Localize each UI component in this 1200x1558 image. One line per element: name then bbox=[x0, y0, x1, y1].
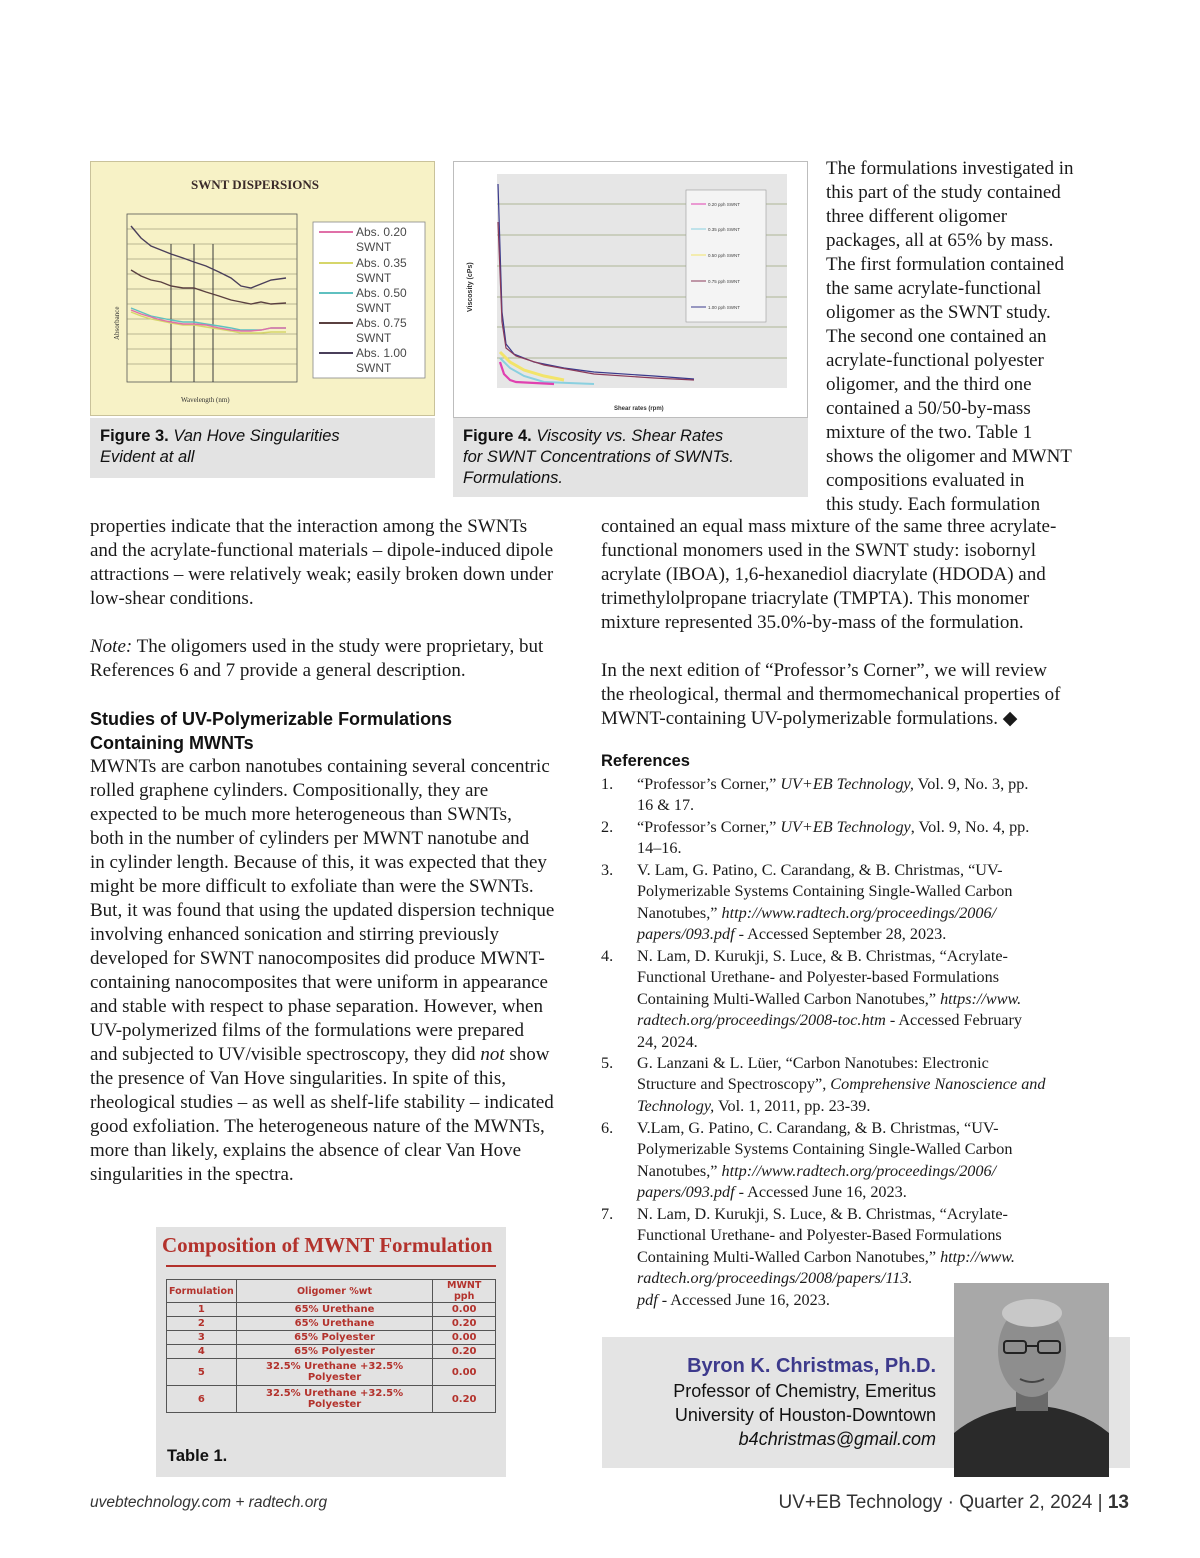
left-paragraph-mwnts-tail-line: good exfoliation. The heterogeneous nature of the MWNTs, bbox=[90, 1116, 545, 1137]
section-heading bbox=[90, 707, 590, 755]
reference-line bbox=[637, 967, 1097, 988]
reference-segment: - Accessed June 16, 2023. bbox=[657, 1290, 830, 1309]
reference-segment: Nanotubes,” bbox=[637, 1161, 722, 1180]
reference-line bbox=[637, 838, 1097, 859]
right-top-paragraph-line: The formulations investigated in bbox=[826, 158, 1074, 179]
note-line1: The oligomers used in the study were proprietary, but bbox=[132, 636, 544, 657]
section-heading-line1: Studies of UV-Polymerizable Formulations bbox=[90, 709, 453, 729]
reference-number: 6. bbox=[601, 1119, 614, 1137]
not-line-em: not bbox=[480, 1044, 505, 1065]
table-cell-mwnt: 0.00 bbox=[433, 1303, 496, 1317]
reference-italic: radtech.org/proceedings/2008/papers/113. bbox=[637, 1269, 913, 1288]
reference-text bbox=[637, 1118, 1097, 1204]
reference-line bbox=[637, 1161, 1097, 1182]
right-top-paragraph-line: oligomer, and the third one bbox=[826, 374, 1032, 395]
reference-number: 5. bbox=[601, 1054, 614, 1072]
figure-4-chart bbox=[453, 161, 808, 418]
right-top-paragraph-line: shows the oligomer and MWNT bbox=[826, 446, 1072, 467]
right-top-paragraph-line: mixture of the two. Table 1 bbox=[826, 422, 1033, 443]
reference-segment: Vol. 9, No. 3, pp. bbox=[913, 775, 1029, 793]
table-header-mwnt: MWNT pph bbox=[433, 1280, 496, 1303]
reference-segment: V.Lam, G. Patino, C. Carandang, & B. Christmas, “UV- bbox=[637, 1119, 999, 1137]
reference-text bbox=[637, 817, 1097, 860]
table-cell-oligomer: 32.5% Urethane +32.5% Polyester bbox=[236, 1386, 433, 1413]
reference-segment: - Accessed September 28, 2023. bbox=[734, 925, 947, 944]
right-top-paragraph-line: the same acrylate-functional bbox=[826, 278, 1042, 299]
author-photo-svg bbox=[954, 1283, 1109, 1477]
left-paragraph-mwnts-line: expected to be much more heterogeneous than SWNTs, bbox=[90, 804, 512, 825]
reference-italic: pdf bbox=[637, 1290, 658, 1309]
table-cell-formulation: 4 bbox=[167, 1345, 237, 1359]
reference-italic: UV+EB Technology bbox=[780, 818, 911, 836]
left-paragraph-mwnts-tail-line: the presence of Van Hove singularities. In spite of this, bbox=[90, 1068, 506, 1089]
reference-segment: 14–16. bbox=[637, 839, 682, 858]
reference-segment: , Vol. 9, No. 4, pp. bbox=[910, 818, 1030, 836]
figure-3-plot-area bbox=[127, 214, 297, 382]
reference-line bbox=[637, 1182, 1097, 1203]
figure-4-legend-1: 0.20 pph SWNT bbox=[708, 202, 741, 207]
figure-3-caption-line2: Evident at all bbox=[100, 448, 195, 466]
table-cell-formulation: 2 bbox=[167, 1317, 237, 1331]
reference-line bbox=[637, 989, 1097, 1010]
table-cell-formulation: 3 bbox=[167, 1331, 237, 1345]
reference-italic: radtech.org/proceedings/2008-toc.htm bbox=[637, 1011, 886, 1030]
right-paragraph-monomers-line: trimethylolpropane triacrylate (TMPTA). This monomer bbox=[601, 588, 1030, 609]
figure-4-caption bbox=[463, 426, 803, 489]
reference-segment: G. Lanzani & L. Lüer, “Carbon Nanotubes: Electronic bbox=[637, 1054, 989, 1072]
left-paragraph-mwnts-tail bbox=[90, 1067, 590, 1187]
footer-page-number: 13 bbox=[1107, 1492, 1129, 1513]
left-paragraph-properties-line: and the acrylate-functional materials – dipole-induced dipole bbox=[90, 540, 554, 561]
reference-line bbox=[637, 1032, 1097, 1053]
right-paragraph-monomers-line: contained an equal mass mixture of the same three acrylate- bbox=[601, 516, 1057, 537]
reference-text bbox=[637, 1053, 1097, 1117]
figure-3-legend-1: Abs. 0.20 bbox=[356, 225, 407, 239]
left-paragraph-mwnts-line: developed for SWNT nanocomposites did produce MWNT- bbox=[90, 948, 545, 969]
reference-italic: http://www.radtech.org/proceedings/2006/ bbox=[721, 903, 997, 922]
reference-line bbox=[637, 1118, 1097, 1139]
reference-line bbox=[637, 1139, 1097, 1160]
reference-line bbox=[637, 795, 1097, 816]
reference-segment: Functional Urethane- and Polyester-Based Formulations bbox=[637, 1226, 1002, 1245]
right-top-paragraph bbox=[826, 157, 1126, 517]
figure-3-ylabel: Absorbance bbox=[113, 306, 121, 340]
not-line-after: show bbox=[504, 1044, 550, 1065]
reference-segment: Nanotubes,” bbox=[637, 903, 722, 922]
figure-4-svg bbox=[454, 162, 809, 419]
reference-line bbox=[637, 1225, 1097, 1246]
table-row bbox=[167, 1386, 496, 1413]
figure-3-legend-4: Abs. 0.75 bbox=[356, 316, 407, 330]
left-paragraph-mwnts bbox=[90, 755, 590, 1043]
right-top-paragraph-line: compositions evaluated in bbox=[826, 470, 1025, 491]
author-photo bbox=[954, 1283, 1109, 1477]
reference-italic: papers/093.pdf bbox=[637, 1183, 735, 1202]
figure-3-chart bbox=[90, 161, 435, 416]
reference-segment: Containing Multi-Walled Carbon Nanotubes,” bbox=[637, 989, 941, 1008]
reference-number: 3. bbox=[601, 861, 614, 879]
figure-4-xlabel: Shear rates (rpm) bbox=[614, 406, 664, 412]
reference-italic: https://www. bbox=[940, 989, 1022, 1008]
left-paragraph-mwnts-tail-line: singularities in the spectra. bbox=[90, 1164, 294, 1185]
right-paragraph-next-edition-line: In the next edition of “Professor’s Corner”, we will review bbox=[601, 660, 1048, 681]
figure-3-legend-1b: SWNT bbox=[356, 240, 392, 254]
left-paragraph-mwnts-line: MWNTs are carbon nanotubes containing several concentric bbox=[90, 756, 550, 777]
right-paragraph-monomers-line: mixture represented 35.0%-by-mass of the formulation. bbox=[601, 612, 1024, 633]
reference-italic: UV+EB Technology, bbox=[780, 775, 914, 793]
left-paragraph-mwnts-line: in cylinder length. Because of this, it was expected that they bbox=[90, 852, 547, 873]
reference-line bbox=[637, 1053, 1097, 1074]
table-1-panel bbox=[156, 1227, 506, 1477]
right-top-paragraph-line: The second one contained an bbox=[826, 326, 1047, 347]
figure-3-caption bbox=[100, 426, 430, 468]
table-row bbox=[167, 1303, 496, 1317]
table-header-formulation: Formulation bbox=[167, 1280, 237, 1303]
figure-4-caption-line1: Viscosity vs. Shear Rates bbox=[536, 427, 724, 445]
table-row bbox=[167, 1345, 496, 1359]
right-top-paragraph-line: this part of the study contained bbox=[826, 182, 1061, 203]
reference-number: 7. bbox=[601, 1205, 614, 1223]
left-paragraph-mwnts-line: might be more difficult to exfoliate than were the SWNTs. bbox=[90, 876, 534, 897]
right-paragraph-monomers-line: acrylate (IBOA), 1,6-hexanediol diacrylate (HDODA) and bbox=[601, 564, 1046, 585]
reference-segment: Containing Multi-Walled Carbon Nanotubes,” bbox=[637, 1247, 941, 1266]
reference-segment: Polymerizable Systems Containing Single-Walled Carbon bbox=[637, 1140, 1013, 1159]
table-cell-oligomer: 65% Urethane bbox=[236, 1317, 433, 1331]
reference-segment: N. Lam, D. Kurukji, S. Luce, & B. Christmas, “Acrylate- bbox=[637, 947, 1008, 965]
reference-line bbox=[637, 1074, 1097, 1095]
reference-line bbox=[637, 817, 1097, 838]
figure-3-caption-label: Figure 3. bbox=[100, 427, 169, 445]
table-1-title-underline bbox=[166, 1265, 496, 1267]
figure-4-legend-3: 0.50 pph SWNT bbox=[708, 253, 741, 258]
reference-italic: Technology, bbox=[637, 1096, 715, 1115]
table-1 bbox=[166, 1279, 496, 1413]
table-cell-oligomer: 32.5% Urethane +32.5% Polyester bbox=[236, 1359, 433, 1386]
reference-italic: papers/093.pdf bbox=[637, 925, 735, 944]
table-row bbox=[167, 1331, 496, 1345]
author-name: Byron K. Christmas, Ph.D. bbox=[687, 1355, 936, 1377]
reference-segment: “Professor’s Corner,” bbox=[637, 818, 781, 836]
left-paragraph-mwnts-tail-line: more than likely, explains the absence of clear Van Hove bbox=[90, 1140, 522, 1161]
reference-line bbox=[637, 860, 1097, 881]
figure-4-legend-5: 1.00 pph SWNT bbox=[708, 305, 741, 310]
table-cell-mwnt: 0.00 bbox=[433, 1331, 496, 1345]
reference-segment: 24, 2024. bbox=[637, 1032, 698, 1051]
reference-line bbox=[637, 774, 1097, 795]
table-header-oligomer: Oligomer %wt bbox=[236, 1280, 433, 1303]
left-paragraph-properties bbox=[90, 515, 590, 611]
reference-segment: N. Lam, D. Kurukji, S. Luce, & B. Christmas, “Acrylate- bbox=[637, 1205, 1008, 1223]
table-cell-formulation: 5 bbox=[167, 1359, 237, 1386]
reference-text bbox=[637, 860, 1097, 946]
reference-line bbox=[637, 881, 1097, 902]
figure-3-legend-2: Abs. 0.35 bbox=[356, 256, 407, 270]
reference-line bbox=[637, 1010, 1097, 1031]
footer-publication bbox=[779, 1492, 1130, 1514]
right-top-paragraph-line: acrylate-functional polyester bbox=[826, 350, 1044, 371]
reference-italic: Comprehensive Nanoscience and bbox=[830, 1075, 1046, 1094]
reference-line bbox=[637, 1204, 1097, 1225]
reference-number: 2. bbox=[601, 818, 614, 836]
reference-line bbox=[637, 903, 1097, 924]
left-paragraph-properties-line: low-shear conditions. bbox=[90, 588, 254, 609]
right-paragraph-monomers bbox=[601, 515, 1121, 635]
table-row bbox=[167, 1359, 496, 1386]
table-cell-formulation: 1 bbox=[167, 1303, 237, 1317]
note-line2: References 6 and 7 provide a general description. bbox=[90, 660, 466, 681]
reference-text bbox=[637, 946, 1097, 1053]
reference-line bbox=[637, 946, 1097, 967]
right-top-paragraph-line: contained a 50/50-by-mass bbox=[826, 398, 1031, 419]
table-cell-mwnt: 0.00 bbox=[433, 1359, 496, 1386]
reference-segment: - Accessed February bbox=[885, 1011, 1022, 1030]
left-paragraph-mwnts-line: both in the number of cylinders per MWNT nanotube and bbox=[90, 828, 530, 849]
figure-3-svg bbox=[91, 162, 436, 417]
left-paragraph-mwnts-line: containing nanocomposites that were uniform in appearance bbox=[90, 972, 548, 993]
right-top-paragraph-line: this study. Each formulation bbox=[826, 494, 1041, 515]
figure-4-legend-2: 0.35 pph SWNT bbox=[708, 227, 741, 232]
table-cell-mwnt: 0.20 bbox=[433, 1386, 496, 1413]
figure-4-caption-line3: Formulations. bbox=[463, 469, 563, 487]
figure-3-xlabel: Wavelength (nm) bbox=[181, 396, 230, 404]
table-1-caption: Table 1. bbox=[167, 1447, 228, 1465]
figure-3-legend-5b: SWNT bbox=[356, 361, 392, 375]
right-paragraph-next-edition bbox=[601, 659, 1121, 731]
right-paragraph-next-edition-line: MWNT-containing UV-polymerizable formulations. ◆ bbox=[601, 708, 1018, 729]
left-paragraph-mwnts-line: and stable with respect to phase separation. However, when bbox=[90, 996, 543, 1017]
note-paragraph bbox=[90, 635, 590, 683]
table-cell-mwnt: 0.20 bbox=[433, 1345, 496, 1359]
figure-3-legend-3: Abs. 0.50 bbox=[356, 286, 407, 300]
figure-3-legend-4b: SWNT bbox=[356, 331, 392, 345]
figure-4-caption-label: Figure 4. bbox=[463, 427, 532, 445]
left-paragraph-mwnts-not-line bbox=[90, 1043, 590, 1067]
author-affiliation: University of Houston-Downtown bbox=[674, 1405, 936, 1425]
left-paragraph-mwnts-line: But, it was found that using the updated dispersion technique bbox=[90, 900, 555, 921]
reference-segment: V. Lam, G. Patino, C. Carandang, & B. Christmas, “UV- bbox=[637, 861, 1003, 879]
right-paragraph-next-edition-line: the rheological, thermal and thermomechanical properties of bbox=[601, 684, 1061, 705]
footer-websites: uvebtechnology.com + radtech.org bbox=[90, 1494, 328, 1511]
right-top-paragraph-line: The first formulation contained bbox=[826, 254, 1064, 275]
figure-4-legend-4: 0.75 pph SWNT bbox=[708, 279, 741, 284]
table-cell-oligomer: 65% Polyester bbox=[236, 1345, 433, 1359]
reference-number: 4. bbox=[601, 947, 614, 965]
reference-segment: Functional Urethane- and Polyester-based Formulations bbox=[637, 968, 1000, 987]
figure-3-legend-2b: SWNT bbox=[356, 271, 392, 285]
reference-line bbox=[637, 1096, 1097, 1117]
figure-3-legend-3b: SWNT bbox=[356, 301, 392, 315]
reference-text bbox=[637, 774, 1097, 817]
table-cell-oligomer: 65% Urethane bbox=[236, 1303, 433, 1317]
note-label: Note: bbox=[90, 636, 133, 657]
left-paragraph-mwnts-line: involving enhanced sonication and stirring previously bbox=[90, 924, 499, 945]
author-email: b4christmas@gmail.com bbox=[738, 1429, 936, 1449]
references-title: References bbox=[601, 752, 690, 770]
reference-italic: http://www. bbox=[940, 1247, 1015, 1266]
reference-segment: “Professor’s Corner,” bbox=[637, 775, 781, 793]
right-top-paragraph-line: oligomer as the SWNT study. bbox=[826, 302, 1051, 323]
left-paragraph-mwnts-tail-line: rheological studies – as well as shelf-life stability – indicated bbox=[90, 1092, 554, 1113]
table-cell-formulation: 6 bbox=[167, 1386, 237, 1413]
author-title: Professor of Chemistry, Emeritus bbox=[673, 1381, 936, 1401]
reference-number: 1. bbox=[601, 775, 614, 793]
reference-segment: Structure and Spectroscopy”, bbox=[637, 1075, 831, 1094]
reference-italic: http://www.radtech.org/proceedings/2006/ bbox=[721, 1161, 997, 1180]
table-row bbox=[167, 1317, 496, 1331]
section-heading-line2: Containing MWNTs bbox=[90, 733, 254, 753]
reference-segment: 16 & 17. bbox=[637, 796, 695, 815]
left-paragraph-mwnts-line: rolled graphene cylinders. Compositionally, they are bbox=[90, 780, 489, 801]
reference-segment: Vol. 1, 2011, pp. 23-39. bbox=[714, 1096, 871, 1115]
figure-3-title: SWNT DISPERSIONS bbox=[191, 177, 320, 192]
left-paragraph-mwnts-line: UV-polymerized films of the formulations were prepared bbox=[90, 1020, 525, 1041]
reference-segment: Polymerizable Systems Containing Single-Walled Carbon bbox=[637, 882, 1013, 901]
table-cell-mwnt: 0.20 bbox=[433, 1317, 496, 1331]
figure-4-caption-line2: for SWNT Concentrations of SWNTs. bbox=[463, 448, 734, 466]
left-paragraph-properties-line: properties indicate that the interaction among the SWNTs bbox=[90, 516, 528, 537]
not-line-before: and subjected to UV/visible spectroscopy, they did bbox=[90, 1044, 481, 1065]
right-top-paragraph-line: packages, all at 65% by mass. bbox=[826, 230, 1054, 251]
figure-4-ylabel: Viscosity (cPs) bbox=[467, 262, 474, 312]
table-header-row bbox=[167, 1280, 496, 1303]
left-paragraph-properties-line: attractions – were relatively weak; easily broken down under bbox=[90, 564, 554, 585]
reference-line bbox=[637, 924, 1097, 945]
right-paragraph-monomers-line: functional monomers used in the SWNT study: isobornyl bbox=[601, 540, 1037, 561]
footer-publication-text: UV+EB Technology · Quarter 2, 2024 | bbox=[778, 1492, 1108, 1513]
right-top-paragraph-line: three different oligomer bbox=[826, 206, 1008, 227]
figure-3-caption-line1: Van Hove Singularities bbox=[173, 427, 340, 445]
reference-line bbox=[637, 1247, 1097, 1268]
table-cell-oligomer: 65% Polyester bbox=[236, 1331, 433, 1345]
table-1-title: Composition of MWNT Formulation bbox=[162, 1233, 493, 1257]
figure-3-legend-5: Abs. 1.00 bbox=[356, 346, 407, 360]
reference-segment: - Accessed June 16, 2023. bbox=[734, 1183, 907, 1202]
